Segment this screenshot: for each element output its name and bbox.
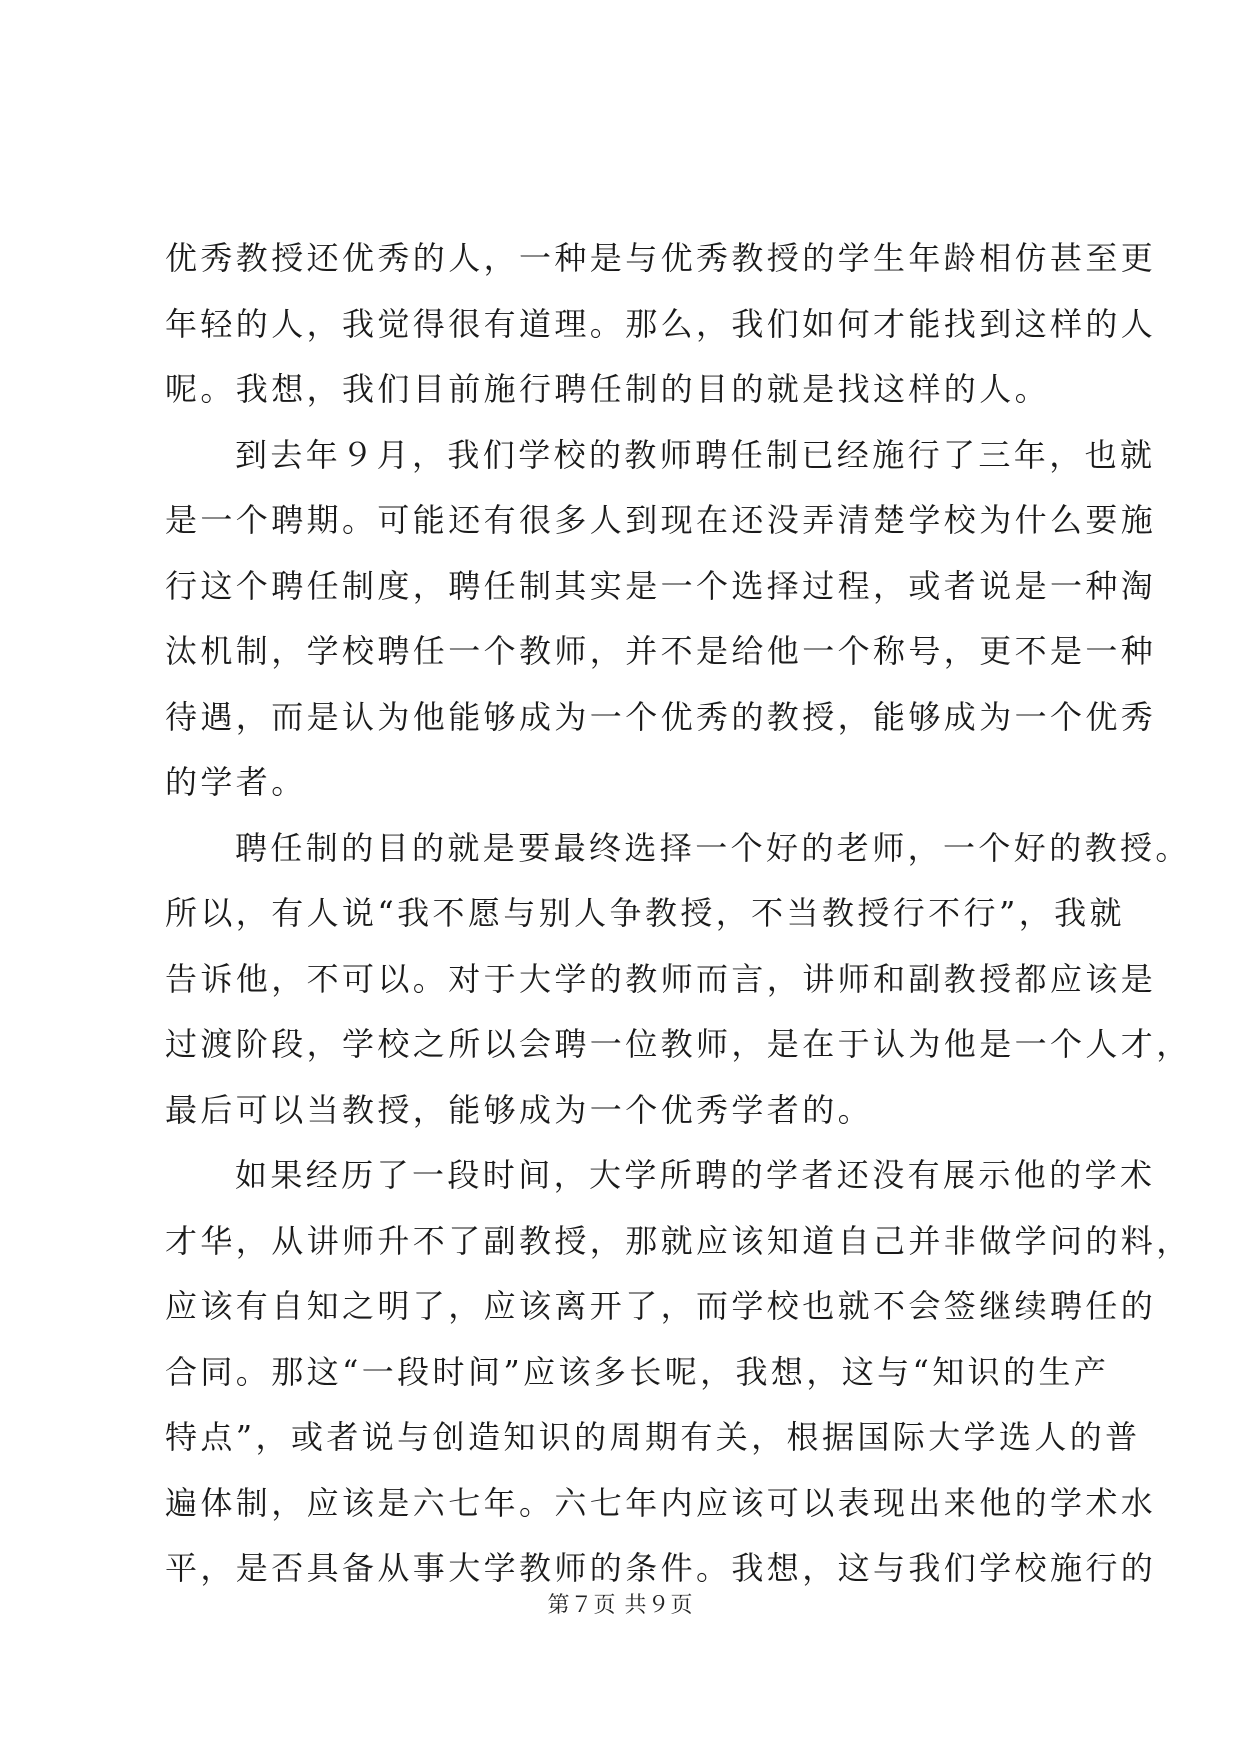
paragraph-first-line: 如果经历了一段时间，大学所聘的学者还没有展示他的学术 <box>235 1156 1156 1194</box>
text-line: 汰机制，学校聘任一个教师，并不是给他一个称号，更不是一种 <box>165 632 1157 670</box>
text-line: 应该有自知之明了，应该离开了，而学校也就不会签继续聘任的 <box>165 1287 1157 1325</box>
page-number-footer: 第７页 共９页 <box>547 1593 694 1618</box>
text-line: 最后可以当教授，能够成为一个优秀学者的。 <box>165 1090 874 1129</box>
text-line: 呢。我想，我们目前施行聘任制的目的就是找这样的人。 <box>165 370 1051 408</box>
text-line: 待遇，而是认为他能够成为一个优秀的教授，能够成为一个优秀 <box>165 697 1157 736</box>
paragraph-first-line: 聘任制的目的就是要最终选择一个好的老师，一个好的教授。 <box>235 828 1191 867</box>
text-line: 特点”，或者说与创造知识的周期有关，根据国际大学选人的普 <box>165 1418 1141 1456</box>
text-line: 的学者。 <box>165 763 307 801</box>
text-line: 行这个聘任制度，聘任制其实是一个选择过程，或者说是一种淘 <box>165 566 1157 605</box>
text-line: 所以，有人说“我不愿与别人争教授，不当教授行不行”，我就 <box>165 894 1125 932</box>
text-line: 是一个聘期。可能还有很多人到现在还没弄清楚学校为什么要施 <box>165 501 1157 539</box>
paragraph-first-line: 到去年９月，我们学校的教师聘任制已经施行了三年，也就 <box>235 435 1156 474</box>
text-line: 合同。那这“一段时间”应该多长呢，我想，这与“知识的生产 <box>165 1352 1110 1391</box>
text-line: 过渡阶段，学校之所以会聘一位教师，是在于认为他是一个人才， <box>165 1025 1192 1063</box>
text-line: 年轻的人，我觉得很有道理。那么，我们如何才能找到这样的人 <box>165 304 1157 343</box>
text-line: 告诉他，不可以。对于大学的教师而言，讲师和副教授都应该是 <box>165 959 1157 998</box>
text-line: 遍体制，应该是六七年。六七年内应该可以表现出来他的学术水 <box>165 1483 1157 1522</box>
text-line: 平，是否具备从事大学教师的条件。我想，这与我们学校施行的 <box>165 1549 1157 1587</box>
text-line: 优秀教授还优秀的人，一种是与优秀教授的学生年龄相仿甚至更 <box>165 239 1157 277</box>
body-text <box>165 226 1192 1602</box>
text-line: 才华，从讲师升不了副教授，那就应该知道自己并非做学问的料， <box>165 1221 1192 1260</box>
